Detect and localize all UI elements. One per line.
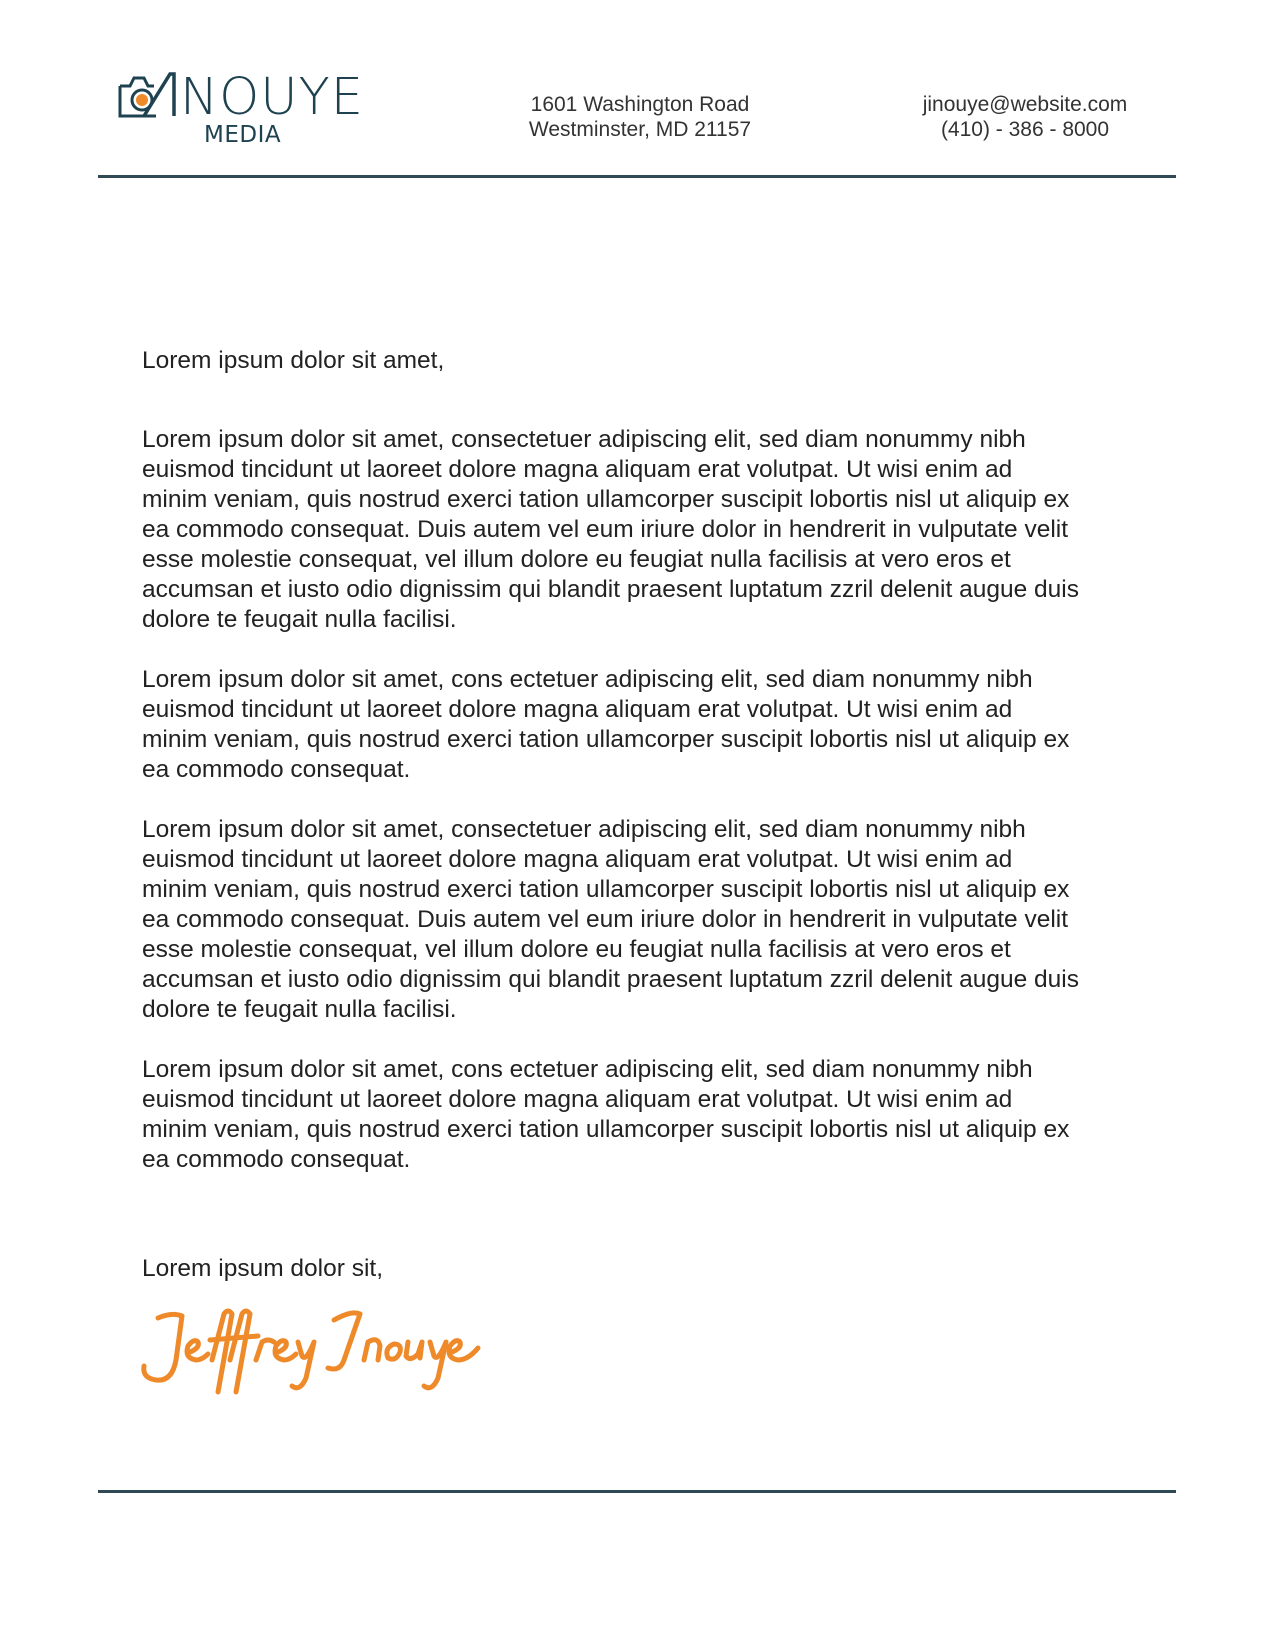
logo-subtitle: MEDIA [204, 122, 282, 148]
closing: Lorem ipsum dolor sit, [142, 1255, 384, 1282]
body-paragraph-3: Lorem ipsum dolor sit amet, consectetuer adipiscing elit, sed diam nonummy nibh euismod tincidunt ut laoreet dolore magna aliquam erat volutpat. Ut wisi enim ad minim veniam, quis nostrud exerci tation ullamcorper suscipit lobortis nisl ut aliquip ex ea commodo consequat. Duis autem vel eum iriure dolor in hendrerit in vulputate velit esse molestie consequat, vel illum dolore eu feugiat nulla facilisis at vero eros et accumsan et iusto odio dignissim qui blandit praesent luptatum zzril delenit augue duis dolore te feugait nulla facilisi. [142, 816, 1079, 1023]
body-paragraph-1: Lorem ipsum dolor sit amet, consectetuer adipiscing elit, sed diam nonummy nibh euismod tincidunt ut laoreet dolore magna aliquam erat volutpat. Ut wisi enim ad minim veniam, quis nostrud exerci tation ullamcorper suscipit lobortis nisl ut aliquip ex ea commodo consequat. Duis autem vel eum iriure dolor in hendrerit in vulputate velit esse molestie consequat, vel illum dolore eu feugiat nulla facilisis at vero eros et accumsan et iusto odio dignissim qui blandit praesent luptatum zzril delenit augue duis dolore te feugait nulla facilisi. [142, 426, 1079, 633]
company-contact [895, 92, 1155, 142]
letter-body [142, 346, 1082, 1205]
address-line-2: Westminster, MD 21157 [528, 118, 752, 141]
camera-top [120, 78, 154, 86]
contact-email: jinouye@website.com [922, 93, 1128, 116]
camera-lens-dot [136, 94, 148, 106]
body-paragraph-4: Lorem ipsum dolor sit amet, cons ectetuer adipiscing elit, sed diam nonummy nibh euismod tincidunt ut laoreet dolore magna aliquam erat volutpat. Ut wisi enim ad minim veniam, quis nostrud exerci tation ullamcorper suscipit lobortis nisl ut aliquip ex ea commodo consequat. [142, 1056, 1070, 1173]
letterhead [0, 0, 1275, 200]
signature-graphic [138, 1300, 518, 1400]
contact-phone: (410) - 386 - 8000 [940, 118, 1110, 141]
salutation: Lorem ipsum dolor sit amet, [142, 347, 445, 374]
company-logo [118, 66, 378, 156]
header-divider [98, 175, 1176, 178]
camera-icon [118, 72, 188, 132]
signature [138, 1300, 518, 1400]
logo-slash [144, 74, 174, 116]
logo-wordmark: NOUYE [180, 68, 364, 127]
company-address [500, 92, 780, 142]
address-line-1: 1601 Washington Road [530, 93, 750, 116]
footer-divider [98, 1490, 1176, 1493]
body-paragraph-2: Lorem ipsum dolor sit amet, cons ectetuer adipiscing elit, sed diam nonummy nibh euismod tincidunt ut laoreet dolore magna aliquam erat volutpat. Ut wisi enim ad minim veniam, quis nostrud exerci tation ullamcorper suscipit lobortis nisl ut aliquip ex ea commodo consequat. [142, 666, 1070, 783]
